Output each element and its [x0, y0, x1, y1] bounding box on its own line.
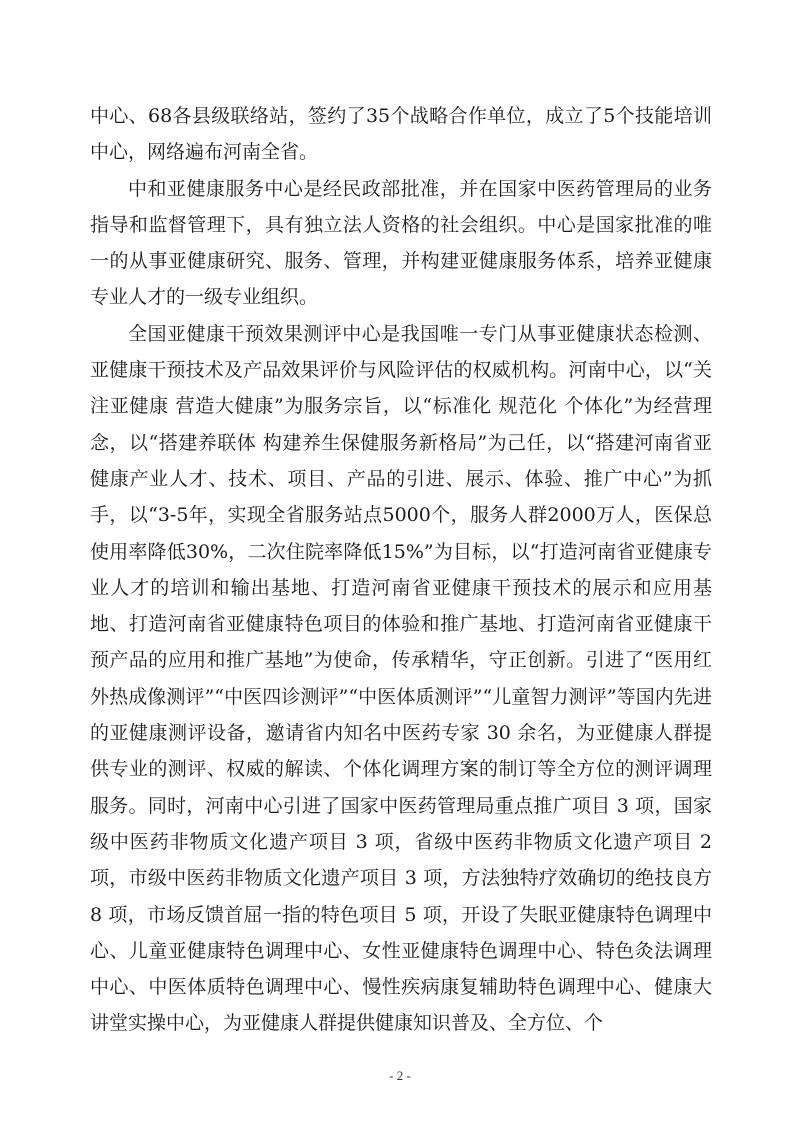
body-text	[90, 98, 712, 1042]
paragraph-zhonghe-center: 中和亚健康服务中心是经民政部批准，并在国家中医药管理局的业务指导和监督管理下，具有独立法人资格的社会组织。中心是国家批准的唯一的从事亚健康研究、服务、管理，并构建亚健康服务体系，培养亚健康专业人才的一级专业组织。	[90, 177, 712, 309]
page-number: - 2 -	[389, 1068, 411, 1083]
paragraph-continuation: 中心、68各县级联络站，签约了35个战略合作单位，成立了5个技能培训中心，网络遍布河南全省。	[90, 105, 712, 164]
paragraph-evaluation-center: 全国亚健康干预效果测评中心是我国唯一专门从事亚健康状态检测、亚健康干预技术及产品效果评价与风险评估的权威机构。河南中心，以“关注亚健康 营造大健康”为服务宗旨，以“标准化 规范化 个体化”为经营理念，以“搭建养联体 构建养生保健服务新格局”为己任，以“搭建河南省亚健康产业人才、技术、项目、产品的引进、展示、体验、推广中心”为抓手，以“3-5年，实现全省服务站点5000个，服务人群2000万人，医保总使用率降低30%，二次住院率降低15%”为目标，以“打造河南省亚健康专业人才的培训和输出基地、打造河南省亚健康干预技术的展示和应用基地、打造河南省亚健康特色项目的体验和推广基地、打造河南省亚健康干预产品的应用和推广基地”为使命，传承精华，守正创新。引进了“医用红外热成像测评”“中医四诊测评”“中医体质测评”“儿童智力测评”等国内先进的亚健康测评设备，邀请省内知名中医药专家 30 余名，为亚健康人群提供专业的测评、权威的解读、个体化调理方案的制订等全方位的测评调理服务。同时，河南中心引进了国家中医药管理局重点推广项目 3 项，国家级中医药非物质文化遗产项目 3 项，省级中医药非物质文化遗产项目 2 项，市级中医药非物质文化遗产项目 3 项，方法独特疗效确切的绝技良方 8 项，市场反馈首屈一指的特色项目 5 项，开设了失眠亚健康特色调理中心、儿童亚健康特色调理中心、女性亚健康特色调理中心、特色灸法调理中心、中医体质特色调理中心、慢性疾病康复辅助特色调理中心、健康大讲堂实操中心，为亚健康人群提供健康知识普及、全方位、个	[90, 322, 712, 1035]
